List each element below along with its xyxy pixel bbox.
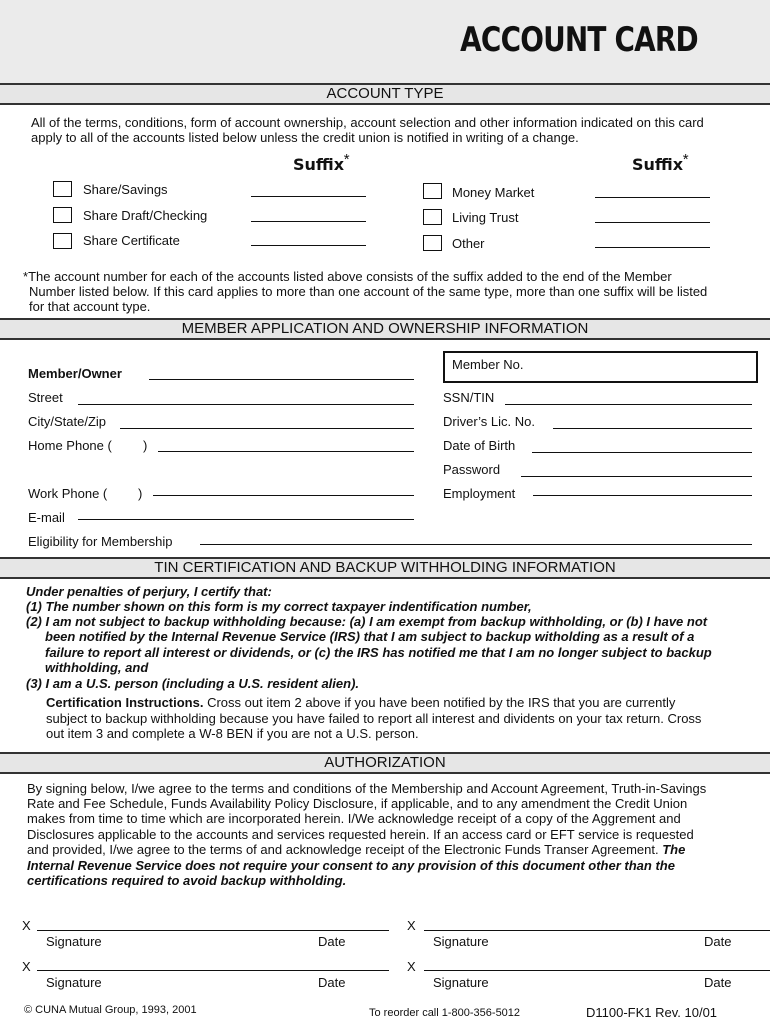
authorization-line-1: By signing below, I/we agree to the terms and conditions of the Membership and Account Agreement, Truth-in-Savings — [27, 781, 707, 796]
account-type-intro-1: All of the terms, conditions, form of account ownership, account selection and other information indicated on this card — [31, 115, 704, 130]
signature-line-3[interactable] — [37, 970, 389, 971]
date-label-4: Date — [704, 975, 732, 990]
share-certificate-checkbox[interactable] — [53, 233, 72, 249]
city-state-zip-line[interactable] — [120, 428, 414, 429]
share-savings-label: Share/Savings — [83, 182, 168, 197]
employment-label: Employment — [443, 486, 516, 501]
signature-label-1: Signature — [46, 934, 102, 949]
tin-line-1: Under penalties of perjury, I certify that: — [26, 584, 272, 599]
signature-line-1[interactable] — [37, 930, 389, 931]
certification-instructions-2: subject to backup withholding because you have failed to report all interest and dividents on your tax return. Cross — [46, 711, 702, 726]
authorization-line-2: Rate and Fee Schedule, Funds Availability Policy Disclosure, if applicable, and to any amendment the Credit Union — [27, 796, 688, 811]
home-phone-label: Home Phone ( — [28, 438, 112, 453]
section-header-account-type: ACCOUNT TYPE — [0, 83, 770, 105]
password-label: Password — [443, 462, 501, 477]
tin-line-6: withholding, and — [45, 660, 149, 675]
signature-x-3: X — [22, 959, 31, 974]
account-number-note-3: for that account type. — [29, 299, 151, 314]
tin-line-7: (3) I am a U.S. person (including a U.S. resident alien). — [26, 676, 360, 691]
home-phone-line[interactable] — [158, 451, 414, 452]
signature-x-1: X — [22, 918, 31, 933]
account-number-note-2: Number listed below. If this card applies to more than one account of the same type, more than one suffix will be listed — [29, 284, 708, 299]
reorder-phone: To reorder call 1-800-356-5012 — [369, 1007, 521, 1019]
drivers-license-line[interactable] — [553, 428, 752, 429]
member-number-label: Member No. — [452, 357, 524, 372]
password-line[interactable] — [521, 476, 752, 477]
other-checkbox[interactable] — [423, 235, 442, 251]
eligibility-label: Eligibility for Membership — [28, 534, 173, 549]
authorization-line-7: certifications required to avoid backup withholding. — [27, 873, 347, 888]
living-trust-suffix-line[interactable] — [595, 222, 710, 223]
tin-line-4: been notified by the Internal Revenue Service (IRS) that I am subject to backup witholding as a result of a — [45, 629, 695, 644]
eligibility-line[interactable] — [200, 544, 752, 545]
work-phone-line[interactable] — [153, 495, 414, 496]
employment-line[interactable] — [533, 495, 752, 496]
section-header-member: MEMBER APPLICATION AND OWNERSHIP INFORMATION — [0, 318, 770, 340]
member-owner-label: Member/Owner — [28, 366, 122, 381]
money-market-suffix-line[interactable] — [595, 197, 710, 198]
authorization-line-4: Disclosures applicable to the accounts and services requested herein. If an access card or EFT service is requested — [27, 827, 694, 842]
money-market-label: Money Market — [452, 185, 535, 200]
city-state-zip-label: City/State/Zip — [28, 414, 107, 429]
ssn-label: SSN/TIN — [443, 390, 495, 405]
money-market-checkbox[interactable] — [423, 183, 442, 199]
authorization-line-3: makes from time to time which are incorporated herein. I/We acknowledge receipt of a copy of the Aggrement and — [27, 811, 681, 826]
work-phone-paren: ) — [138, 486, 143, 501]
tin-line-2: (1) The number shown on this form is my correct taxpayer indentification number, — [26, 599, 532, 614]
tin-line-5: failure to report all interest or dividends, or (c) the IRS has notified me that I am no longer subject to backup — [45, 645, 712, 660]
date-label-1: Date — [318, 934, 346, 949]
other-suffix-line[interactable] — [595, 247, 710, 248]
share-certificate-label: Share Certificate — [83, 233, 180, 248]
home-phone-paren: ) — [143, 438, 148, 453]
signature-x-4: X — [407, 959, 416, 974]
share-savings-checkbox[interactable] — [53, 181, 72, 197]
certification-instructions-1: Certification Instructions. Cross out item 2 above if you have been notified by the IRS that you are currently — [46, 695, 676, 710]
email-line[interactable] — [78, 519, 414, 520]
account-type-intro-2: apply to all of the accounts listed below unless the credit union is notified in writing of a change. — [31, 130, 579, 145]
work-phone-label: Work Phone ( — [28, 486, 108, 501]
share-certificate-suffix-line[interactable] — [251, 245, 366, 246]
email-label: E-mail — [28, 510, 65, 525]
signature-label-3: Signature — [46, 975, 102, 990]
share-draft-label: Share Draft/Checking — [83, 208, 208, 223]
certification-instructions-3: out item 3 and complete a W-8 BEN if you are not a U.S. person. — [46, 726, 419, 741]
signature-line-2[interactable] — [424, 930, 770, 931]
street-label: Street — [28, 390, 63, 405]
authorization-line-6: Internal Revenue Service does not require your consent to any provision of this document other than the — [27, 858, 675, 873]
suffix-heading-right: Suffix * — [632, 151, 689, 174]
share-draft-suffix-line[interactable] — [251, 221, 366, 222]
drivers-license-label: Driver’s Lic. No. — [443, 414, 535, 429]
date-of-birth-label: Date of Birth — [443, 438, 516, 453]
ssn-line[interactable] — [505, 404, 752, 405]
signature-label-4: Signature — [433, 975, 489, 990]
authorization-line-5: and provided, I/we agree to the terms of and acknowledge receipt of the Electronic Funds Transer Agreement. The — [27, 842, 686, 857]
account-number-note-1: *The account number for each of the accounts listed above consists of the suffix added to the end of the Member — [23, 269, 672, 284]
suffix-heading-left: Suffix * — [293, 151, 350, 174]
share-savings-suffix-line[interactable] — [251, 196, 366, 197]
section-header-tin: TIN CERTIFICATION AND BACKUP WITHHOLDING INFORMATION — [0, 557, 770, 579]
form-title: ACCOUNT CARD — [460, 20, 698, 60]
date-label-3: Date — [318, 975, 346, 990]
living-trust-label: Living Trust — [452, 210, 519, 225]
date-of-birth-line[interactable] — [532, 452, 752, 453]
share-draft-checkbox[interactable] — [53, 207, 72, 223]
tin-line-3: (2) I am not subject to backup withholding because: (a) I am exempt from backup withholding, or (b) I have not — [26, 614, 708, 629]
section-header-authorization: AUTHORIZATION — [0, 752, 770, 774]
member-owner-line[interactable] — [149, 379, 414, 380]
signature-label-2: Signature — [433, 934, 489, 949]
signature-line-4[interactable] — [424, 970, 770, 971]
street-line[interactable] — [78, 404, 414, 405]
copyright: © CUNA Mutual Group, 1993, 2001 — [24, 1004, 197, 1016]
date-label-2: Date — [704, 934, 732, 949]
form-number: D1100-FK1 Rev. 10/01 — [586, 1005, 718, 1020]
other-label: Other — [452, 236, 485, 251]
living-trust-checkbox[interactable] — [423, 209, 442, 225]
signature-x-2: X — [407, 918, 416, 933]
